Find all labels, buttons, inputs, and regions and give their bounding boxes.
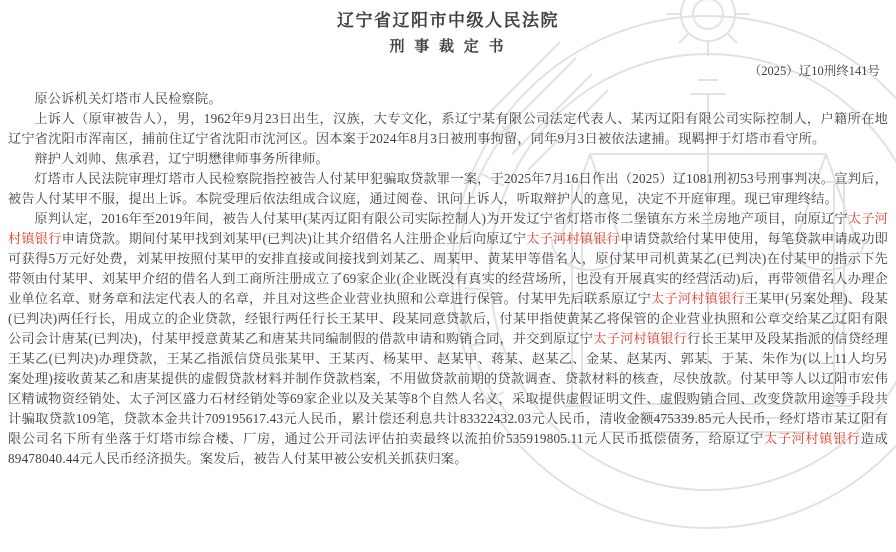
- paragraph-text-run: 行长王某甲及段某指派的信贷经理王某乙(已判决)办理贷款，王某乙指派信贷员张某甲、王某丙、杨某甲、赵某甲、蒋某、赵某乙、金某、赵某丙、郭某、于某、朱作为(以上11人均另案处理)接收黄某乙和唐某提供的虚假贷款材料并制作贷款档案，不用做贷款前期的贷款调查、贷款材料的核查，尽快放款。付某甲等人以辽阳市宏伟区精诚物资经销处、太子河区盛力石材经销处等69家企业以及关某等8个自然人名义，采取提供虚假证明文件、虚假购销合同、改变贷款用途等手段共计骗取贷款109笔，贷款本金共计709195617.43元人民币，累计偿还利息共计83322432.03元人民币，清收金额475339.85元人民币，经灯塔市某辽阳有限公司名下所有坐落于灯塔市综合楼、厂房，通过公开司法评估拍卖最终以流拍价535919805.11元人民币抵偿债务，给原辽宁: [8, 331, 889, 446]
- court-name: 辽宁省辽阳市中级人民法院: [337, 11, 559, 30]
- document-body: [8, 89, 888, 469]
- highlight-keyword: 太子河村镇银行: [8, 211, 888, 246]
- paragraph-prosecution-organ: 原公诉机关灯塔市人民检察院。: [34, 91, 222, 106]
- highlight-keyword: 太子河村镇银行: [526, 231, 621, 246]
- highlight-keyword: 太子河村镇银行: [651, 291, 745, 306]
- paragraph-text-run: 原判认定，2016年至2019年间，被告人付某甲(某丙辽阳有限公司实际控制人)为开发辽宁省灯塔市佟二堡镇东方米兰房地产项目，向原辽宁: [34, 211, 848, 226]
- paragraph-facts-found: [8, 209, 888, 469]
- highlight-keyword: 太子河村镇银行: [763, 431, 861, 446]
- highlight-keyword: 太子河村镇银行: [593, 331, 688, 346]
- paragraph-defenders: 辩护人刘帅、焦承君，辽宁明懋律师事务所律师。: [34, 151, 329, 166]
- paragraph-appellant-info: 上诉人（原审被告人），男，1962年9月23日出生，汉族，大专文化，系辽宁某有限公司法定代表人、某丙辽阳有限公司实际控制人，户籍所在地辽宁省沈阳市浑南区，捕前住辽宁省沈阳市沈河区。因本案于2024年8月3日被刑事拘留，同年9月3日被依法逮捕。现羁押于灯塔市看守所。: [8, 111, 888, 146]
- document-type-title: 刑 事 裁 定 书: [389, 39, 507, 55]
- paragraph-text-run: 王某甲(另案处理)、段某(已判决)两任行长，用成立的企业贷款，经银行两任行长王某甲、段某同意贷款后，付某甲指使黄某乙将保管的企业营业执照和公章交给某乙辽阳有限公司会计唐某(已判决)，付某甲授意黄某乙和唐某共同编制假的借款申请和购销合同，并交到原辽宁: [8, 291, 888, 346]
- paragraph-text-run: 造成89478040.44元人民币经济损失。案发后，被告人付某甲被公安机关抓获归案。: [8, 431, 888, 466]
- paragraph-procedural-history: 灯塔市人民法院审理灯塔市人民检察院指控被告人付某甲犯骗取贷款罪一案，于2025年7月16日作出（2025）辽1081刑初53号刑事判决。宣判后，被告人付某甲不服，提出上诉。本院受理后依法组成合议庭，通过阅卷、讯问上诉人，听取辩护人的意见，决定不开庭审理。现已审理终结。: [8, 171, 888, 206]
- case-number: （2025）辽10刑终141号: [748, 64, 880, 78]
- document-header: [8, 10, 888, 80]
- paragraph-text-run: 申请贷款。期间付某甲找到刘某甲(已判决)让其介绍借名人注册企业后向原辽宁: [61, 231, 527, 246]
- paragraph-text-run: 申请贷款给付某甲使用，每笔贷款申请成功即可获得5万元好处费，刘某甲按照付某甲的安排直接或间接找到刘某乙、周某甲、黄某甲等借名人，原付某甲司机黄某乙(已判决)在付某甲的指示下先带领由付某甲、刘某甲介绍的借名人到工商所注册成立了69家企业(企业既没有真实的经营场所，也没有开展真实的经营活动)后，再带领借名人办理企业单位名章、财务章和法定代表人的名章，并且对这些企业营业执照和公章进行保管。付某甲先后联系原辽宁: [8, 231, 888, 306]
